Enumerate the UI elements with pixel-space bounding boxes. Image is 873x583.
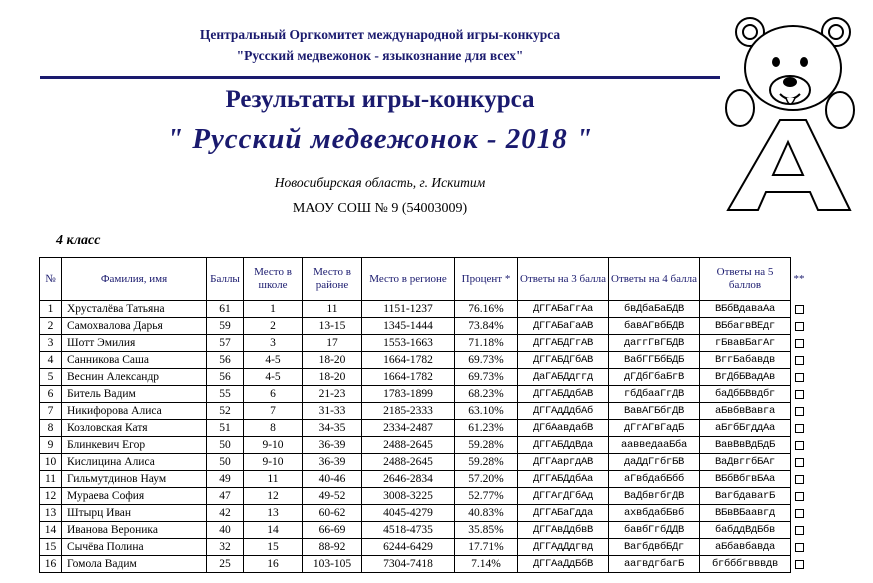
row-checkbox[interactable] xyxy=(791,369,808,386)
answers-3-cell: ДГГАвДдбвВ xyxy=(518,522,609,539)
answers-4-cell: аГвбдабБбб xyxy=(609,471,700,488)
region-place-cell: 2646-2834 xyxy=(362,471,455,488)
student-name: Сычёва Полина xyxy=(62,539,207,556)
answers-5-cell: аБгбБгддАа xyxy=(700,420,791,437)
region-place-cell: 4045-4279 xyxy=(362,505,455,522)
school-place-cell: 16 xyxy=(244,556,303,573)
region-place-cell: 1345-1444 xyxy=(362,318,455,335)
row-number: 2 xyxy=(40,318,62,335)
col-answers-3: Ответы на 3 балла xyxy=(518,258,609,301)
answers-5-cell: ВБбВбгвБАа xyxy=(700,471,791,488)
score-cell: 50 xyxy=(207,437,244,454)
district-place-cell: 17 xyxy=(303,335,362,352)
checkbox-icon[interactable] xyxy=(795,305,804,314)
answers-5-cell: ВавВвВдБдБ xyxy=(700,437,791,454)
answers-3-cell: ДаГАБДдггд xyxy=(518,369,609,386)
results-table xyxy=(39,257,808,573)
region-place-cell: 2334-2487 xyxy=(362,420,455,437)
answers-3-cell: ДГГАБДГбАВ xyxy=(518,352,609,369)
row-checkbox[interactable] xyxy=(791,420,808,437)
col-answers-4: Ответы на 4 балла xyxy=(609,258,700,301)
col-region-place: Место в регионе xyxy=(362,258,455,301)
table-row xyxy=(40,488,808,505)
answers-4-cell: ахвбдабБвб xyxy=(609,505,700,522)
percent-cell: 35.85% xyxy=(455,522,518,539)
checkbox-icon[interactable] xyxy=(795,407,804,416)
answers-3-cell: ДГГАдДдбАб xyxy=(518,403,609,420)
school-place-cell: 6 xyxy=(244,386,303,403)
answers-4-cell: бавАГвбБДВ xyxy=(609,318,700,335)
student-name: Веснин Александр xyxy=(62,369,207,386)
percent-cell: 57.20% xyxy=(455,471,518,488)
score-cell: 25 xyxy=(207,556,244,573)
checkbox-icon[interactable] xyxy=(795,322,804,331)
school-place-cell: 9-10 xyxy=(244,437,303,454)
checkbox-icon[interactable] xyxy=(795,390,804,399)
school-place-cell: 11 xyxy=(244,471,303,488)
row-number: 5 xyxy=(40,369,62,386)
table-row xyxy=(40,301,808,318)
answers-3-cell: ДГГАБаГаАВ xyxy=(518,318,609,335)
table-row xyxy=(40,403,808,420)
row-checkbox[interactable] xyxy=(791,505,808,522)
region-place-cell: 7304-7418 xyxy=(362,556,455,573)
row-number: 1 xyxy=(40,301,62,318)
percent-cell: 63.10% xyxy=(455,403,518,420)
row-number: 9 xyxy=(40,437,62,454)
answers-5-cell: ВагбдаваrБ xyxy=(700,488,791,505)
student-name: Блинкевич Егор xyxy=(62,437,207,454)
row-checkbox[interactable] xyxy=(791,522,808,539)
checkbox-icon[interactable] xyxy=(795,441,804,450)
answers-3-cell: ДГГАаргдАВ xyxy=(518,454,609,471)
district-place-cell: 103-105 xyxy=(303,556,362,573)
table-row xyxy=(40,437,808,454)
table-row xyxy=(40,454,808,471)
percent-cell: 7.14% xyxy=(455,556,518,573)
score-cell: 56 xyxy=(207,369,244,386)
school-place-cell: 15 xyxy=(244,539,303,556)
checkbox-icon[interactable] xyxy=(795,492,804,501)
col-number: № xyxy=(40,258,62,301)
row-checkbox[interactable] xyxy=(791,318,808,335)
answers-4-cell: ВаДбвгбгДВ xyxy=(609,488,700,505)
answers-5-cell: гБвавБагАг xyxy=(700,335,791,352)
score-cell: 47 xyxy=(207,488,244,505)
row-number: 14 xyxy=(40,522,62,539)
row-number: 3 xyxy=(40,335,62,352)
student-name: Никифорова Алиса xyxy=(62,403,207,420)
student-name: Иванова Вероника xyxy=(62,522,207,539)
region-label: Новосибирская область, г. Искитим xyxy=(274,175,486,190)
table-row xyxy=(40,556,808,573)
school-place-cell: 1 xyxy=(244,301,303,318)
school-place-cell: 9-10 xyxy=(244,454,303,471)
col-answers-5: Ответы на 5 баллов xyxy=(700,258,791,301)
table-row xyxy=(40,318,808,335)
answers-4-cell: даггГвГБДВ xyxy=(609,335,700,352)
percent-cell: 59.28% xyxy=(455,437,518,454)
district-place-cell: 34-35 xyxy=(303,420,362,437)
answers-3-cell: ДГГАБДдВда xyxy=(518,437,609,454)
answers-4-cell: аавведааБба xyxy=(609,437,700,454)
score-cell: 50 xyxy=(207,454,244,471)
score-cell: 40 xyxy=(207,522,244,539)
score-cell: 59 xyxy=(207,318,244,335)
answers-3-cell: ДГГАБаГгАа xyxy=(518,301,609,318)
school-place-cell: 7 xyxy=(244,403,303,420)
region-place-cell: 6244-6429 xyxy=(362,539,455,556)
answers-5-cell: ВБбагвВЕдг xyxy=(700,318,791,335)
answers-3-cell: ДГГАгДГбАд xyxy=(518,488,609,505)
col-district-place: Место в районе xyxy=(303,258,362,301)
checkbox-icon[interactable] xyxy=(795,339,804,348)
school-place-cell: 12 xyxy=(244,488,303,505)
percent-cell: 69.73% xyxy=(455,369,518,386)
student-name: Кислицина Алиса xyxy=(62,454,207,471)
col-name: Фамилия, имя xyxy=(62,258,207,301)
row-number: 11 xyxy=(40,471,62,488)
student-name: Хрусталёва Татьяна xyxy=(62,301,207,318)
region-place-cell: 3008-3225 xyxy=(362,488,455,505)
percent-cell: 52.77% xyxy=(455,488,518,505)
school-place-cell: 14 xyxy=(244,522,303,539)
col-school-place: Место в школе xyxy=(244,258,303,301)
school-place-cell: 8 xyxy=(244,420,303,437)
answers-3-cell: ДГГАБДГгАВ xyxy=(518,335,609,352)
answers-3-cell: ДГГАБДдбАВ xyxy=(518,386,609,403)
table-header-row xyxy=(40,258,808,301)
col-mark: ** xyxy=(793,272,805,285)
district-place-cell: 11 xyxy=(303,301,362,318)
row-number: 13 xyxy=(40,505,62,522)
student-name: Гомола Вадим xyxy=(62,556,207,573)
score-cell: 55 xyxy=(207,386,244,403)
checkbox-icon[interactable] xyxy=(795,475,804,484)
table-row xyxy=(40,522,808,539)
score-cell: 42 xyxy=(207,505,244,522)
answers-3-cell: ДГГАдДдгвд xyxy=(518,539,609,556)
answers-4-cell: гбДбааГгДВ xyxy=(609,386,700,403)
answers-4-cell: даДдГгбгБВ xyxy=(609,454,700,471)
student-name: Гильмутдинов Наум xyxy=(62,471,207,488)
school-label: МАОУ СОШ № 9 (54003009) xyxy=(292,201,468,216)
col-percent: Процент * xyxy=(455,258,518,301)
row-checkbox[interactable] xyxy=(791,386,808,403)
percent-cell: 76.16% xyxy=(455,301,518,318)
row-checkbox[interactable] xyxy=(791,335,808,352)
region-place-cell: 1664-1782 xyxy=(362,352,455,369)
answers-4-cell: дГгАГвГадБ xyxy=(609,420,700,437)
district-place-cell: 36-39 xyxy=(303,454,362,471)
checkbox-icon[interactable] xyxy=(795,458,804,467)
school-place-cell: 2 xyxy=(244,318,303,335)
checkbox-icon[interactable] xyxy=(795,560,804,569)
percent-cell: 68.23% xyxy=(455,386,518,403)
answers-5-cell: ВБвВБаавгд xyxy=(700,505,791,522)
district-place-cell: 36-39 xyxy=(303,437,362,454)
answers-5-cell: бгбббгвввдв xyxy=(700,556,791,573)
row-number: 4 xyxy=(40,352,62,369)
bear-mascot-icon xyxy=(718,10,868,222)
table-row xyxy=(40,539,808,556)
district-place-cell: 18-20 xyxy=(303,352,362,369)
region-place-cell: 2185-2333 xyxy=(362,403,455,420)
district-place-cell: 40-46 xyxy=(303,471,362,488)
answers-3-cell: ДГбАавдабВ xyxy=(518,420,609,437)
row-checkbox[interactable] xyxy=(791,403,808,420)
student-name: Мураева София xyxy=(62,488,207,505)
region-place-cell: 4518-4735 xyxy=(362,522,455,539)
table-row xyxy=(40,420,808,437)
row-number: 15 xyxy=(40,539,62,556)
row-checkbox[interactable] xyxy=(791,301,808,318)
checkbox-icon[interactable] xyxy=(795,356,804,365)
student-name: Штырц Иван xyxy=(62,505,207,522)
checkbox-icon[interactable] xyxy=(795,526,804,535)
answers-5-cell: бабддВдБбв xyxy=(700,522,791,539)
region-place-cell: 2488-2645 xyxy=(362,454,455,471)
grade-label: 4 класс xyxy=(56,233,101,248)
student-name: Козловская Катя xyxy=(62,420,207,437)
school-place-cell: 4-5 xyxy=(244,369,303,386)
row-number: 6 xyxy=(40,386,62,403)
student-name: Битель Вадим xyxy=(62,386,207,403)
answers-3-cell: ДГГАаДдБбВ xyxy=(518,556,609,573)
col-score: Баллы xyxy=(207,258,244,301)
student-name: Самохвалова Дарья xyxy=(62,318,207,335)
percent-cell: 69.73% xyxy=(455,352,518,369)
table-row xyxy=(40,369,808,386)
region-place-cell: 1553-1663 xyxy=(362,335,455,352)
row-checkbox[interactable] xyxy=(791,471,808,488)
answers-5-cell: ВггБабавдв xyxy=(700,352,791,369)
header-divider xyxy=(40,76,720,79)
checkbox-icon[interactable] xyxy=(795,509,804,518)
table-row xyxy=(40,471,808,488)
score-cell: 52 xyxy=(207,403,244,420)
checkbox-icon[interactable] xyxy=(795,543,804,552)
answers-5-cell: аБвбвВавга xyxy=(700,403,791,420)
percent-cell: 71.18% xyxy=(455,335,518,352)
region-place-cell: 1664-1782 xyxy=(362,369,455,386)
row-number: 10 xyxy=(40,454,62,471)
score-cell: 56 xyxy=(207,352,244,369)
school-place-cell: 3 xyxy=(244,335,303,352)
percent-cell: 17.71% xyxy=(455,539,518,556)
score-cell: 32 xyxy=(207,539,244,556)
percent-cell: 61.23% xyxy=(455,420,518,437)
answers-5-cell: ВБбВдаваАа xyxy=(700,301,791,318)
score-cell: 57 xyxy=(207,335,244,352)
school-place-cell: 4-5 xyxy=(244,352,303,369)
answers-5-cell: аБбавбавда xyxy=(700,539,791,556)
table-row xyxy=(40,505,808,522)
row-number: 12 xyxy=(40,488,62,505)
row-checkbox[interactable] xyxy=(791,454,808,471)
student-name: Санникова Саша xyxy=(62,352,207,369)
row-checkbox[interactable] xyxy=(791,437,808,454)
district-place-cell: 13-15 xyxy=(303,318,362,335)
row-number: 8 xyxy=(40,420,62,437)
percent-cell: 73.84% xyxy=(455,318,518,335)
organizer-line-2: "Русский медвежонок - языкознание для всех" xyxy=(236,48,524,63)
row-checkbox[interactable] xyxy=(791,352,808,369)
district-place-cell: 31-33 xyxy=(303,403,362,420)
answers-4-cell: ВабГГБбБДБ xyxy=(609,352,700,369)
district-place-cell: 21-23 xyxy=(303,386,362,403)
percent-cell: 59.28% xyxy=(455,454,518,471)
checkbox-icon[interactable] xyxy=(795,373,804,382)
score-cell: 51 xyxy=(207,420,244,437)
table-row xyxy=(40,335,808,352)
answers-5-cell: ВгДбБВадАв xyxy=(700,369,791,386)
student-name: Шотт Эмилия xyxy=(62,335,207,352)
district-place-cell: 66-69 xyxy=(303,522,362,539)
district-place-cell: 49-52 xyxy=(303,488,362,505)
table-row xyxy=(40,352,808,369)
results-title: Результаты игры-конкурса xyxy=(225,86,535,113)
checkbox-icon[interactable] xyxy=(795,424,804,433)
answers-4-cell: ВавАГБбгДВ xyxy=(609,403,700,420)
answers-3-cell: ДГГАБДдбАа xyxy=(518,471,609,488)
answers-3-cell: ДГГАБаГдда xyxy=(518,505,609,522)
row-checkbox[interactable] xyxy=(791,556,808,573)
score-cell: 61 xyxy=(207,301,244,318)
row-checkbox[interactable] xyxy=(791,539,808,556)
region-place-cell: 1783-1899 xyxy=(362,386,455,403)
district-place-cell: 88-92 xyxy=(303,539,362,556)
region-place-cell: 1151-1237 xyxy=(362,301,455,318)
answers-4-cell: ВагбдвбБДг xyxy=(609,539,700,556)
district-place-cell: 18-20 xyxy=(303,369,362,386)
table-row xyxy=(40,386,808,403)
answers-4-cell: дГДбГбаБгВ xyxy=(609,369,700,386)
row-checkbox[interactable] xyxy=(791,488,808,505)
organizer-line-1: Центральный Оргкомитет международной игры-конкурса xyxy=(199,27,561,42)
region-place-cell: 2488-2645 xyxy=(362,437,455,454)
percent-cell: 40.83% xyxy=(455,505,518,522)
answers-4-cell: бвДбаБаБДВ xyxy=(609,301,700,318)
row-number: 7 xyxy=(40,403,62,420)
district-place-cell: 60-62 xyxy=(303,505,362,522)
school-place-cell: 13 xyxy=(244,505,303,522)
answers-4-cell: бавбГгбДДВ xyxy=(609,522,700,539)
score-cell: 49 xyxy=(207,471,244,488)
answers-4-cell: аагвдгбагБ xyxy=(609,556,700,573)
answers-5-cell: ВаДвггбБАг xyxy=(700,454,791,471)
row-number: 16 xyxy=(40,556,62,573)
answers-5-cell: баДбБВвдбг xyxy=(700,386,791,403)
contest-title: " Русский медвежонок - 2018 " xyxy=(166,123,594,155)
